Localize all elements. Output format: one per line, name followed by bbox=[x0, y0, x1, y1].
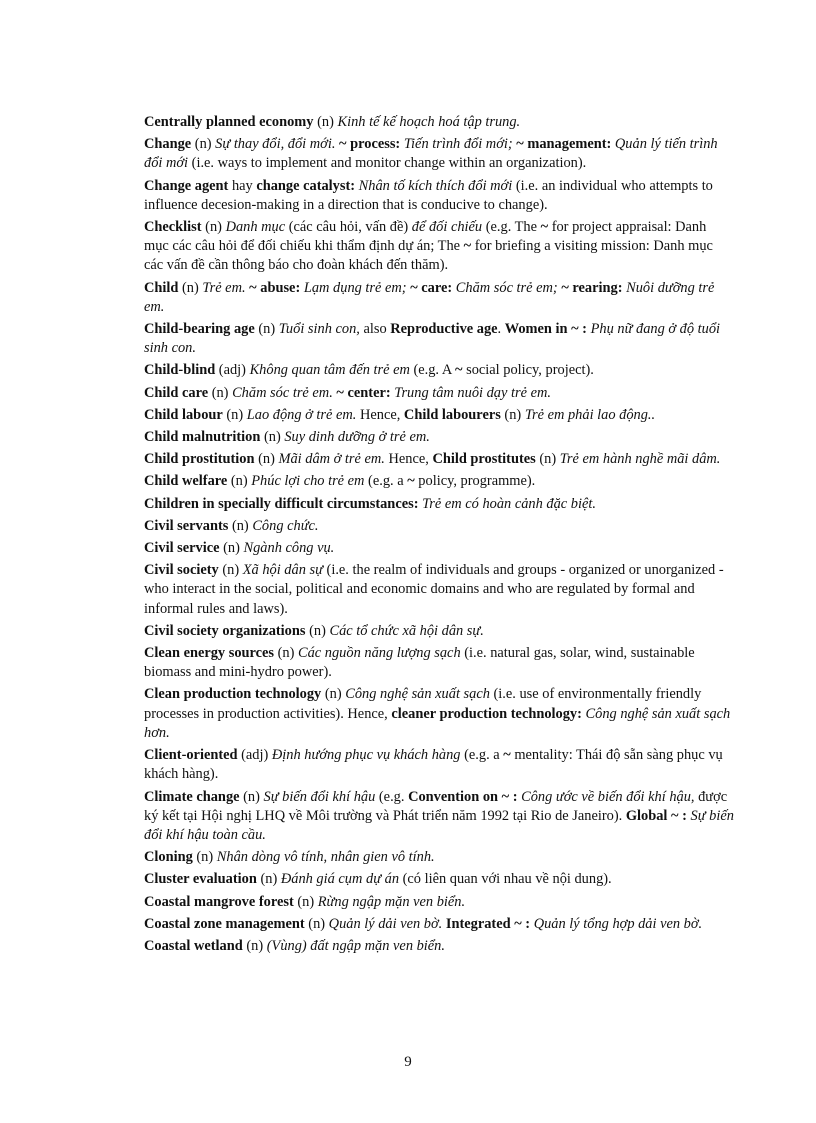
entry-translation: Chăm sóc trẻ em; bbox=[455, 279, 558, 296]
entry-translation: Trẻ em phải lao động.. bbox=[524, 406, 656, 423]
entry-term: Change bbox=[144, 136, 192, 153]
glossary-entry bbox=[144, 113, 734, 132]
entry-translation: Ngành công vụ. bbox=[243, 540, 335, 557]
entry-text: (n) bbox=[500, 406, 525, 423]
entry-text: (n) bbox=[208, 384, 233, 401]
entry-text: (n) bbox=[228, 517, 253, 534]
entry-term: Child care bbox=[144, 384, 209, 401]
entry-text: (n) bbox=[304, 915, 329, 932]
entry-translation: Trẻ em. bbox=[202, 279, 246, 296]
entry-term: Clean production technology bbox=[144, 686, 322, 703]
entry-text: (n) bbox=[535, 451, 560, 468]
entry-text: (i.e. the realm of individuals and groups - organized or unorganized - who interact in the social, political and economic domains and who are regulated by formal and informal rules and laws). bbox=[144, 562, 724, 617]
entry-translation: Tuổi sinh con, bbox=[278, 321, 360, 338]
entry-term: Child welfare bbox=[144, 473, 228, 490]
entry-text: policy, programme). bbox=[414, 473, 536, 490]
glossary-entry bbox=[144, 320, 734, 358]
entry-translation: Rừng ngập mặn ven biển. bbox=[317, 893, 466, 910]
entry-text: (n) bbox=[254, 451, 279, 468]
entry-translation: Kinh tế kế hoạch hoá tập trung. bbox=[337, 114, 521, 130]
entry-text: (n) bbox=[191, 136, 216, 153]
entry-term: Cluster evaluation bbox=[144, 871, 257, 888]
entry-text: (e.g. The bbox=[482, 219, 541, 236]
glossary-entry bbox=[144, 848, 734, 867]
entry-term: Civil servants bbox=[144, 517, 229, 534]
glossary-entry bbox=[144, 384, 734, 403]
entry-translation: Không quan tâm đến trẻ em bbox=[249, 362, 410, 379]
entry-translation: Sự biến đổi khí hậu toàn cầu. bbox=[144, 807, 734, 843]
entry-text: Hence, bbox=[384, 451, 433, 468]
entry-text: (n) bbox=[201, 219, 226, 236]
entry-translation: Các tổ chức xã hội dân sự. bbox=[329, 622, 484, 639]
entry-translation: Quản lý tiến trình đổi mới bbox=[144, 136, 718, 172]
entry-term: change catalyst: bbox=[256, 177, 356, 194]
glossary-entry bbox=[144, 361, 734, 380]
entry-term: ~ rearing: bbox=[561, 279, 623, 296]
entry-term: Civil service bbox=[144, 540, 220, 557]
entry-term: cleaner production technology: bbox=[391, 705, 582, 722]
entry-text: (n) bbox=[260, 429, 285, 446]
entry-text: (i.e. ways to implement and monitor change within an organization). bbox=[188, 155, 587, 172]
glossary-entry bbox=[144, 685, 734, 743]
glossary-entries bbox=[144, 113, 734, 959]
glossary-entry bbox=[144, 218, 734, 276]
glossary-entry bbox=[144, 622, 734, 641]
entry-translation: Phúc lợi cho trẻ em bbox=[251, 473, 365, 490]
entry-translation: Mãi dâm ở trẻ em. bbox=[278, 451, 385, 468]
glossary-entry bbox=[144, 428, 734, 447]
entry-translation: Tiến trình đổi mới; bbox=[403, 136, 513, 153]
entry-term: Child bbox=[144, 279, 179, 296]
entry-text: for project appraisal: Danh mục các câu hỏi để đối chiếu khi thẩm định dự án; The bbox=[144, 219, 707, 255]
entry-translation: Định hướng phục vụ khách hàng bbox=[271, 747, 461, 764]
entry-translation: Danh mục bbox=[225, 219, 286, 236]
entry-term: Child labour bbox=[144, 406, 223, 423]
entry-term: Change agent bbox=[144, 177, 229, 194]
entry-term: Convention on ~ : bbox=[408, 788, 518, 805]
entry-translation: Sự thay đổi, đổi mới. bbox=[215, 136, 336, 153]
entry-term: ~ abuse: bbox=[249, 279, 301, 296]
entry-term: ~ bbox=[503, 747, 511, 764]
entry-term: ~ bbox=[455, 362, 463, 379]
glossary-entry bbox=[144, 135, 734, 173]
entry-term: Civil society bbox=[144, 562, 219, 579]
entry-text: (e.g. A bbox=[409, 362, 456, 379]
entry-term: ~ care: bbox=[410, 279, 453, 296]
entry-text: (adj) bbox=[215, 362, 250, 379]
glossary-entry bbox=[144, 495, 734, 514]
entry-translation: Suy dinh dưỡng ở trẻ em. bbox=[284, 429, 430, 446]
entry-term: ~ management: bbox=[516, 136, 612, 153]
entry-text: mentality: Thái độ sẵn sàng phục vụ khách hàng). bbox=[144, 747, 723, 783]
entry-term: ~ bbox=[540, 219, 549, 236]
entry-text: Hence, bbox=[356, 406, 404, 423]
entry-term: Coastal zone management bbox=[144, 915, 305, 932]
entry-translation: Sự biến đổi khí hậu bbox=[263, 788, 376, 805]
entry-text: (n) bbox=[222, 406, 247, 423]
entry-text: social policy, project). bbox=[462, 362, 594, 379]
entry-term: Children in specially difficult circumstances: bbox=[144, 495, 419, 512]
entry-translation: Quản lý dải ven bờ. bbox=[328, 915, 443, 932]
entry-text: (i.e. an individual who attempts to influence decesion-making in a direction that is conducive to change). bbox=[144, 177, 713, 213]
entry-text: (adj) bbox=[237, 747, 272, 764]
entry-text: (n) bbox=[274, 645, 299, 662]
entry-term: ~ center: bbox=[336, 384, 391, 401]
entry-translation: Nuôi dưỡng trẻ em. bbox=[144, 279, 715, 315]
glossary-entry bbox=[144, 472, 734, 491]
entry-text: (e.g. a bbox=[364, 473, 408, 490]
glossary-entry bbox=[144, 406, 734, 425]
entry-translation: Công chức. bbox=[252, 517, 319, 534]
glossary-entry bbox=[144, 279, 734, 317]
entry-translation: Trẻ em có hoàn cảnh đặc biệt. bbox=[422, 495, 596, 512]
entry-term: Integrated ~ : bbox=[445, 915, 531, 932]
entry-translation: Chăm sóc trẻ em. bbox=[232, 384, 333, 401]
entry-text: (n) bbox=[178, 279, 203, 296]
entry-translation: Trung tâm nuôi dạy trẻ em. bbox=[394, 384, 551, 401]
glossary-entry bbox=[144, 561, 734, 619]
entry-text: (n) bbox=[254, 321, 279, 338]
entry-term: Child prostitutes bbox=[432, 451, 536, 468]
entry-term: Cloning bbox=[144, 849, 193, 866]
entry-term: Coastal mangrove forest bbox=[144, 893, 294, 910]
entry-translation: Công ước về biến đổi khí hậu, bbox=[521, 788, 695, 805]
entry-term: Women in ~ : bbox=[504, 321, 587, 338]
entry-text: hay bbox=[228, 177, 257, 194]
entry-term: Child prostitution bbox=[144, 451, 255, 468]
entry-text: (n) bbox=[239, 788, 264, 805]
entry-term: Child-bearing age bbox=[144, 321, 255, 338]
entry-text: . bbox=[497, 321, 505, 338]
entry-term: Child malnutrition bbox=[144, 429, 261, 446]
entry-translation: (Vùng) đất ngập mặn ven biển. bbox=[266, 937, 445, 954]
entry-term: Clean energy sources bbox=[144, 645, 275, 662]
entry-text: (các câu hỏi, vấn đề) bbox=[285, 219, 412, 236]
entry-text: (n) bbox=[242, 937, 267, 954]
entry-text: (có liên quan với nhau về nội dung). bbox=[399, 871, 612, 888]
entry-translation: Công nghệ sản xuất sạch bbox=[345, 686, 490, 703]
entry-term: Checklist bbox=[144, 219, 202, 236]
entry-translation: Trẻ em hành nghề mãi dâm. bbox=[559, 451, 721, 468]
entry-term: ~ bbox=[407, 473, 415, 490]
entry-text: (i.e. natural gas, solar, wind, sustainable biomass and mini-hydro power). bbox=[144, 645, 695, 681]
entry-text: for briefing a visiting mission: Danh mục các vấn đề cần thông báo cho đoàn khách đến thăm). bbox=[144, 238, 713, 274]
entry-term: Reproductive age bbox=[390, 321, 498, 338]
entry-translation: Lạm dụng trẻ em; bbox=[303, 279, 407, 296]
glossary-entry bbox=[144, 870, 734, 889]
glossary-entry bbox=[144, 539, 734, 558]
entry-text: (e.g. bbox=[375, 788, 409, 805]
entry-translation: Phụ nữ đang ở độ tuổi sinh con. bbox=[144, 321, 721, 357]
entry-term: Coastal wetland bbox=[144, 937, 243, 954]
entry-translation: Quản lý tổng hợp dải ven bờ. bbox=[533, 915, 703, 932]
entry-text: (n) bbox=[192, 849, 217, 866]
entry-translation: Đánh giá cụm dự án bbox=[280, 871, 400, 888]
entry-translation: Các nguồn năng lượng sạch bbox=[298, 645, 461, 662]
entry-text: (n) bbox=[256, 871, 281, 888]
entry-text: (e.g. a bbox=[460, 747, 504, 764]
entry-term: ~ bbox=[463, 238, 472, 255]
entry-translation: Lao động ở trẻ em. bbox=[246, 406, 357, 423]
glossary-entry bbox=[144, 450, 734, 469]
entry-text: (n) bbox=[227, 473, 252, 490]
entry-translation: Nhân dòng vô tính, nhân gien vô tính. bbox=[216, 849, 435, 866]
entry-translation: để đối chiếu bbox=[411, 219, 483, 236]
entry-translation: Công nghệ sản xuất sạch hơn. bbox=[144, 705, 731, 741]
glossary-entry bbox=[144, 788, 734, 846]
glossary-entry bbox=[144, 937, 734, 956]
page-number: 9 bbox=[404, 1054, 412, 1070]
entry-term: Centrally planned economy bbox=[144, 114, 314, 130]
entry-text: (n) bbox=[219, 540, 244, 557]
entry-text: (i.e. use of environmentally friendly processes in production activities). Hence, bbox=[144, 686, 702, 722]
entry-term: Child labourers bbox=[403, 406, 501, 423]
entry-text: (n) bbox=[321, 686, 346, 703]
entry-translation: Nhân tố kích thích đổi mới bbox=[358, 177, 513, 194]
entry-text: được ký kết tại Hội nghị LHQ về Môi trường và Phát triển năm 1992 tại Rio de Janeiro). bbox=[144, 788, 728, 824]
glossary-entry bbox=[144, 915, 734, 934]
entry-translation: Xã hội dân sự bbox=[242, 562, 323, 579]
entry-text: (n) bbox=[313, 114, 338, 130]
glossary-entry bbox=[144, 893, 734, 912]
glossary-entry bbox=[144, 177, 734, 215]
entry-term: Global ~ : bbox=[625, 807, 687, 824]
entry-term: Child-blind bbox=[144, 362, 216, 379]
glossary-entry bbox=[144, 746, 734, 784]
entry-term: Climate change bbox=[144, 788, 240, 805]
entry-text: (n) bbox=[305, 622, 330, 639]
entry-term: ~ process: bbox=[339, 136, 401, 153]
entry-term: Civil society organizations bbox=[144, 622, 306, 639]
glossary-entry bbox=[144, 517, 734, 536]
glossary-entry bbox=[144, 644, 734, 682]
entry-text: also bbox=[359, 321, 391, 338]
entry-text: (n) bbox=[218, 562, 243, 579]
entry-term: Client-oriented bbox=[144, 747, 238, 764]
entry-text: (n) bbox=[293, 893, 318, 910]
